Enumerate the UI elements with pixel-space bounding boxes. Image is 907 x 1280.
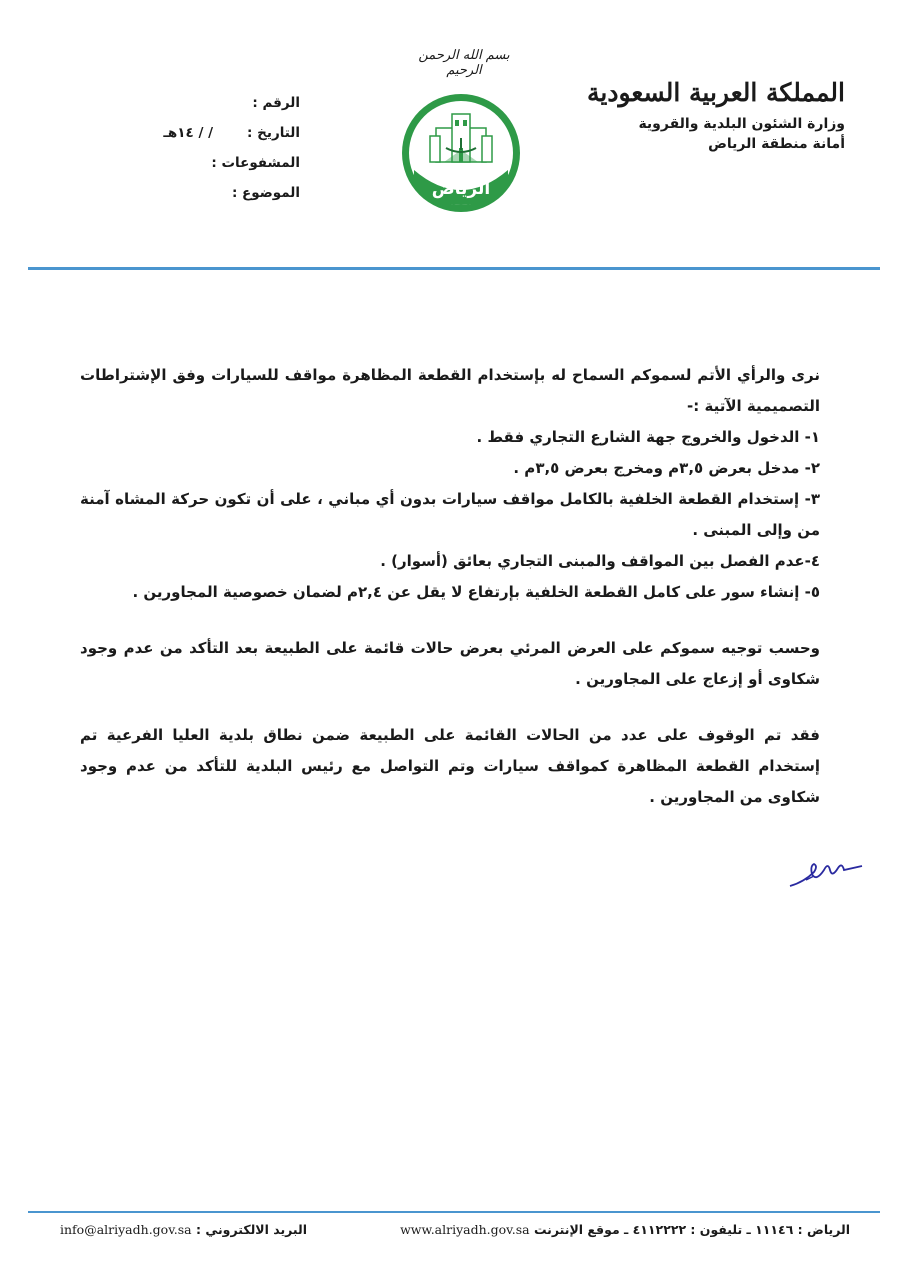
intro-paragraph: نرى والرأي الأتم لسموكم السماح له بإستخدام القطعة المظاهرة مواقف للسيارات وفق الإشتراطات التصميمية الآتية :- (80, 366, 820, 415)
letter-footer (60, 1218, 850, 1242)
footer-email: البريد الالكتروني : info@alriyadh.gov.sa (60, 1222, 308, 1237)
ref-number: الرقم : (252, 95, 300, 111)
directive-paragraph: وحسب توجيه سموكم على العرض المرئي بعرض حالات قائمة على الطبيعة بعد التأكد من عدم وجود شكاوى أو إزعاج على المجاورين . (80, 639, 820, 688)
findings-paragraph: فقد تم الوقوف على عدد من الحالات القائمة على الطبيعة ضمن نطاق بلدية العليا الفرعية تم إستخدام القطعة المظاهرة كمواقف سيارات وتم التواصل مع رئيس البلدية للتأكد من عدم وجود شكاوى من المجاورين . (80, 726, 820, 806)
footer-divider (28, 1211, 880, 1213)
condition-item: ٢- مدخل بعرض ٣,٥م ومخرج بعرض ٣,٥م . (513, 459, 820, 477)
letter-body (80, 360, 820, 813)
reference-fields (60, 88, 300, 208)
ref-subject: الموضوع : (231, 185, 300, 201)
condition-item: ١- الدخول والخروج جهة الشارع التجاري فقط . (476, 428, 820, 446)
signature-icon (784, 852, 864, 892)
condition-item: ٤-عدم الفصل بين المواقف والمبنى التجاري بعائق (أسوار) . (380, 552, 820, 570)
ministry-name: وزارة الشئون البلدية والقروية (638, 116, 845, 132)
kingdom-title: المملكة العربية السعودية (586, 78, 845, 107)
letterhead-issuer (585, 78, 845, 154)
email-link[interactable]: info@alriyadh.gov.sa (60, 1222, 192, 1237)
condition-item: ٣- إستخدام القطعة الخلفية بالكامل مواقف سيارات بدون أي مباني ، على أن تكون حركة المشاه آمنة من وإلى المبنى . (80, 490, 820, 539)
ref-date: التاريخ :/ / ١٤هـ (163, 125, 300, 141)
condition-item: ٥- إنشاء سور على كامل القطعة الخلفية بإرتفاع لا يقل عن ٢,٤م لضمان خصوصية المجاورين . (132, 583, 820, 601)
basmala: بسم الله الرحمن الرحيم (418, 48, 510, 78)
logo-text: الرياض (431, 179, 491, 199)
header-divider (28, 267, 880, 270)
ref-attachments: المشفوعات : (211, 155, 300, 171)
riyadh-logo-icon (400, 92, 522, 214)
footer-address: الرياض : ١١١٤٦ ـ تليفون : ٤١١٢٢٢٢ ـ موقع الإنترنت www.alriyadh.gov.sa (400, 1222, 850, 1237)
amana-name: أمانة منطقة الرياض (708, 136, 845, 152)
website-link[interactable]: www.alriyadh.gov.sa (400, 1222, 530, 1237)
